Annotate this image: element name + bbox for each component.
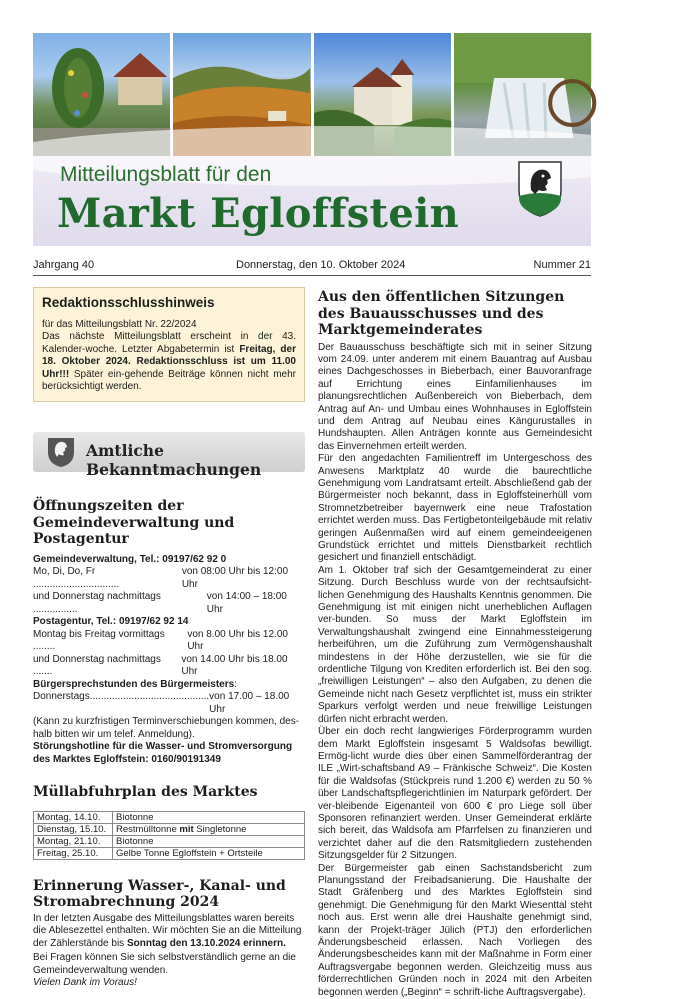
table-row: Freitag, 25.10. Gelbe Tonne Egloffstein + Ortsteile	[34, 847, 305, 859]
reminder-p3: Vielen Dank im Voraus!	[33, 977, 137, 989]
official-announcements-banner	[33, 432, 305, 480]
mayor-hours-head: Bürgersprechstunden des Bürgermeisters:	[33, 678, 237, 690]
masthead-subtitle: Mitteilungsblatt für den	[60, 163, 272, 186]
waste-schedule-section	[33, 784, 305, 860]
article-p3: Am 1. Oktober traf sich der Gesamtgemeinderat zu einer Sitzung. Durch Beschluss wurde von der rechtsaufsicht-lichen Genehmigung des Haushalts Kenntnis genommen. Die Genehmigung ist mit einigen nicht unerheblichen Auflagen ver-bunden. So muss der Markt Egloffstein im Verwaltungshaushalt zwingend eine Einnahmessteigerung herbeiführen, um die Zuführung zum Vermögenshaushalt mindestens in der Höhe derzustellen, wie sie für die ordentliche Tilgung von Krediten erforderlich ist. Bei den sog. „freiwilligen Leistungen“ – also den Aufgaben, zu denen die Gemeinde nicht nach Gesetz verpflichtet ist, muss ein strikter Sparkurs verfolgt werden und neue freiwillige Leistungen dürfen nicht erbracht werden.	[318, 564, 592, 725]
table-row: Dienstag, 15.10. Restmülltonne mit Singletonne	[34, 823, 305, 835]
article-p4: Über ein doch recht langwieriges Förderprogramm wurden dem Markt Egloffstein insgesamt 5 Waldsofas bewilligt. Ermög-licht wurde dies über einen Sammelförderantrag der ILE „Wirt-schaftsband A9 – Fränkische Schweiz“. Die Kosten für die Waldsofas (Stückpreis rund 1.200 €) werden zu 50 % über Landschaftspflegerichtlinien im Naturpark gefördert. Der ver-bleibende Eigenanteil von 600 € pro Liege soll über Sponsoren refinanziert werden. Unser Gemeinderat erklärte sich bereit, das Waldsofa am Pfarrfelsen zu finanzieren und verzichtet daher auf die den Ratsmitgliedern zustehenden Sitzungsgelder für 2 Sitzungen.	[318, 726, 592, 862]
office-hours-section: Öffnungszeiten der Gemeindeverwaltung und Postagentur Gemeindeverwaltung, Tel.: 09197/62 92 0 Mo, Di, Do, Fr ............................... von 08:00 Uhr bis 12:00 Uhr und Donnerstag nachmittags ................ von 14:00 – 18:00 Uhr Postagentur, Tel.: 09197/62 92 14 Montag bis Freitag vormittags ........ von 8.00 Uhr bis 12.00 Uhr und Donnerstag nachmittags ....... von 14.00 Uhr bis 18.00 Uhr Bürgersprechstunden des Bürgermeisters: Donnerstags........................................... von 17.00 – 18.00 Uhr (Kann zu kurzfristigen Terminverschiebungen kommen, des-halb bitten wir um telef. Anmeldung). Störungshotline für die Wasser- und Stromversorgung des Marktes Egloffstein: 0160/90191349	[33, 498, 305, 766]
article-p1: Der Bauausschuss beschäftigte sich mit in seiner Sitzung vom 24.09. unter anderem mit einem Bauantrag auf Ausbau eines Dachgeschosses in Bieberbach, einer Bauvoranfrage auf Errichtung eines Einfamilienhauses im planungsrechtlichen Außenbereich von Bieberbach, dem Antrag auf An- und Umbau eines Wohnhauses in Egloffstein und dem Antrag auf Neubau eines Kängurustalles in Hundshaupten. Allen Anträgen konnte aus Gemeindesicht das Einvernehmen erteilt werden.	[318, 341, 592, 452]
issue-number: Nummer 21	[533, 259, 591, 271]
masthead	[33, 156, 591, 246]
reminder-p1: In der letzten Ausgabe des Mitteilungsblattes waren bereits die Ablesezettel enthalten. Wir möchten Sie an die Mitteilung der Zählerstände bis Sonntag den 13.10.2024 erinnern.	[33, 912, 302, 949]
hotline: Störungshotline für die Wasser- und Stromversorgung des Marktes Egloffstein: 0160/90191349	[33, 741, 293, 765]
left-column	[33, 287, 305, 990]
masthead-title: Markt Egloffstein	[57, 190, 459, 237]
article-p5: Der Bürgermeister gab einen Sachstandsbericht zum Planungsstand der Freibadsanierung. Die Haushalte der Stadt Gräfenberg und des Marktes Egloffstein sind genehmigt. Die Genehmigung für den Markt Wiesenttal steht noch aus. Erst wenn alle drei Haushalte genehmigt sind, kann der Projekt-träger Jülich (PTJ) den erforderlichen Änderungsbescheid erlassen. Nach Vorliegen des Änderungsbescheides kann mit der Maßnahme in Form einer Auftragsvergabe begonnen werden. Gleichzeitig muss aus förderrechtlichen Gründen noch in 2024 mit den Arbeiten begonnen werden („Beginn“ = schrift-liche Auftragsvergabe).	[318, 862, 592, 998]
issue-volume: Jahrgang 40	[33, 259, 95, 271]
banner-label: Amtliche Bekanntmachungen	[86, 441, 262, 480]
right-column	[318, 289, 592, 999]
issue-date: Donnerstag, den 10. Oktober 2024	[236, 259, 406, 271]
office-hours-title: Öffnungszeiten der Gemeindeverwaltung und Postagentur	[33, 498, 235, 548]
crest-icon	[46, 436, 76, 468]
hours-note: (Kann zu kurzfristigen Terminverschiebungen kommen, des-halb bitten wir um telef. Anmeldung).	[33, 716, 300, 740]
table-row: Montag, 14.10. Biotonne	[34, 811, 305, 823]
admin-phone: Gemeindeverwaltung, Tel.: 09197/62 92 0	[33, 553, 227, 565]
waste-title: Müllabfuhrplan des Marktes	[33, 784, 258, 801]
table-row: Montag, 21.10. Biotonne	[34, 835, 305, 847]
article-p2: Für den angedachten Familientreff im Untergeschoss des Anwesens Marktplatz 40 wurde die baurechtliche Genehmigung vom Landratsamt erteilt. Abschließend gab der Bürgermeister noch bekannt, dass in Egloffsteinerhüll vom Stromnetzbetreiber bayernwerk eine neue Trafostation errichtet werden muss. Das Fertigbetonteilgebäude mit relativ geringen Außenmaßen wird auf einem gemeindeeigenen Grundstück errichtet und mittels Dienstbarkeit rechtlich gesichert und finanziell entschädigt.	[318, 453, 592, 564]
notice-body: Das nächste Mitteilungsblatt erscheint in der 43. Kalender-woche. Letzter Abgabetermin ist Freitag, der 18. Oktober 2024. Redaktionsschluss ist um 11.00 Uhr!!! Später ein-gehende Beiträge können nicht mehr berücksichtigt werden.	[42, 331, 296, 393]
post-phone: Postagentur, Tel.: 09197/62 92 14	[33, 616, 189, 628]
issue-meta	[33, 259, 591, 276]
deadline-notice	[33, 287, 305, 402]
reminder-title: Erinnerung Wasser-, Kanal- und Stromabrechnung 2024	[33, 877, 286, 911]
notice-title: Redaktionsschlusshinweis	[42, 295, 215, 310]
reminder-p2: Bei Fragen können Sie sich selbstverständlich gerne an die Gemeindeverwaltung wenden.	[33, 952, 296, 976]
article-title: Aus den öffentlichen Sitzungen des Bauausschusses und des Marktgemeinderates	[318, 289, 565, 338]
billing-reminder-section	[33, 878, 305, 990]
coat-of-arms-icon	[517, 160, 563, 218]
waste-table	[33, 811, 305, 860]
notice-line1: für das Mitteilungsblatt Nr. 22/2024	[42, 319, 197, 330]
